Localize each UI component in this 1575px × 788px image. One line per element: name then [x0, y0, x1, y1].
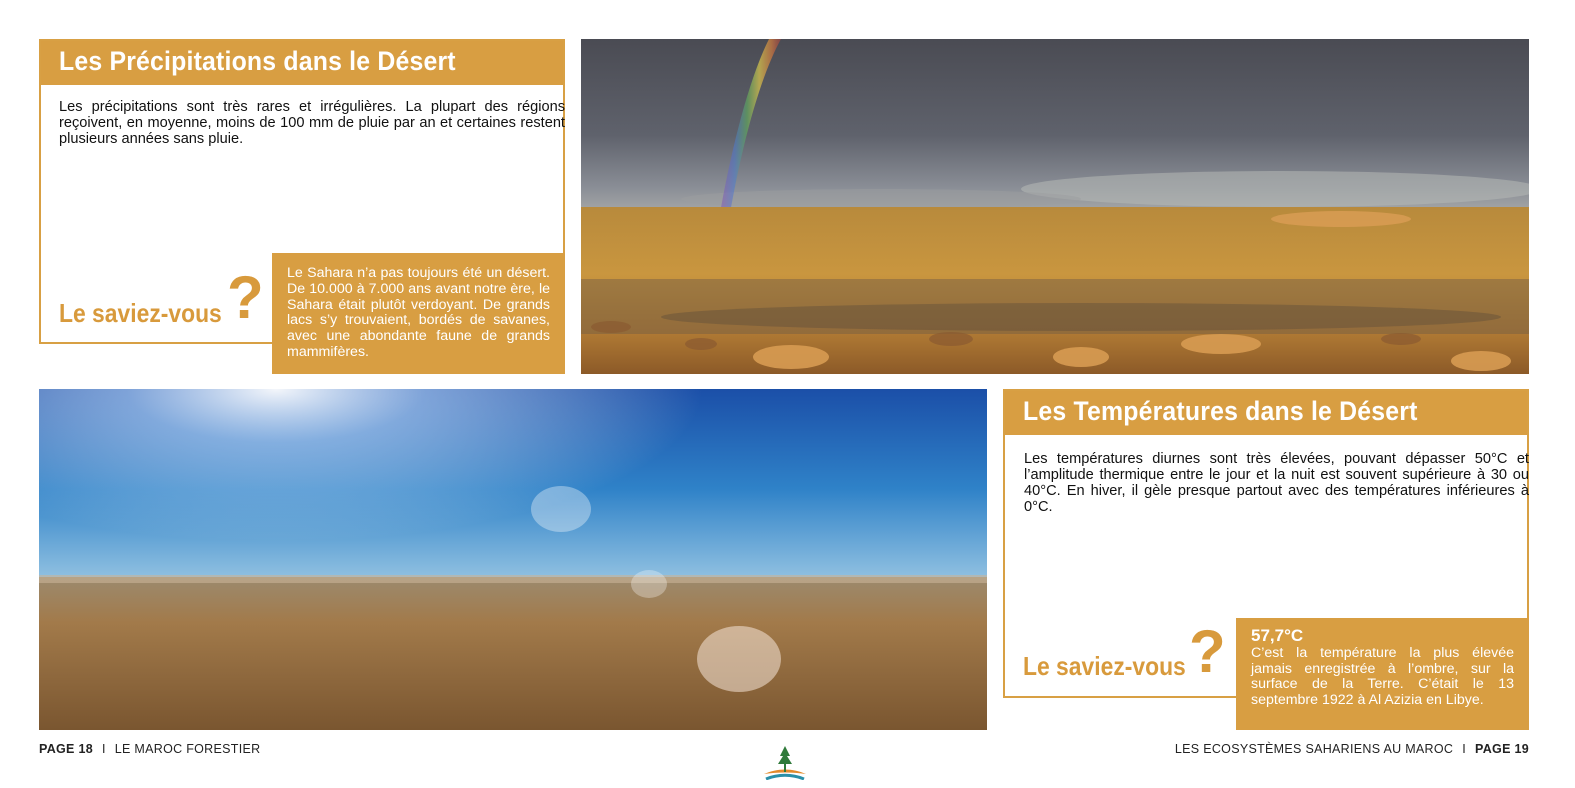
- tree-logo-icon: [760, 744, 810, 780]
- precipitation-fact-box: [272, 253, 565, 374]
- rainbow-desert-illustration: [581, 39, 1529, 374]
- temperature-fact-heading: 57,7°C: [1251, 626, 1304, 645]
- footer-left-title: LE MAROC FORESTIER: [114, 742, 261, 756]
- temperature-title-bar: [1005, 391, 1527, 435]
- temperature-question-mark: ?: [1189, 618, 1226, 685]
- temperature-body: Les températures diurnes sont très élevées, pouvant dépasser 50°C et l’amplitude thermique entre le jour et la nuit est souvent supérieure à 30 ou 40°C. En hiver, il gèle presque partout avec des températures inférieures à 0°C.: [1024, 451, 1529, 515]
- footer-right-page: PAGE 19: [1475, 742, 1529, 756]
- precipitation-fact-text: Le Sahara n’a pas toujours été un désert. De 10.000 à 7.000 ans avant notre ère, le Sahara était plutôt verdoyant. De grands lacs s’y trouvaient, bordés de savanes, avec une abondante faune de grands mammifères.: [287, 265, 550, 360]
- footer-left-divider: I: [101, 742, 106, 756]
- footer-left-page: PAGE 18: [39, 742, 93, 756]
- precipitation-title-bar: [41, 41, 563, 85]
- precipitation-saviez-label: Le saviez-vous: [59, 298, 222, 328]
- footer-right-divider: I: [1462, 742, 1467, 756]
- temperature-title: Les Températures dans le Désert: [1023, 396, 1418, 426]
- desert-sun-illustration: [39, 389, 987, 730]
- footer-right-title: LES ECOSYSTÈMES SAHARIENS AU MAROC: [1174, 742, 1454, 756]
- rainbow-desert-photo: [581, 39, 1529, 374]
- temperature-fact-text: C’est la température la plus élevée jamais enregistrée à l’ombre, sur la surface de la Terre. C’était le 13 septembre 1922 à Al Azizia en Libye.: [1251, 644, 1514, 709]
- temperature-saviez-label: Le saviez-vous: [1023, 651, 1186, 681]
- precipitation-body: Les précipitations sont très rares et irrégulières. La plupart des régions reçoivent, en moyenne, moins de 100 mm de pluie par an et certaines restent plusieurs années sans pluie.: [59, 99, 565, 147]
- temperature-fact-box: [1236, 618, 1529, 730]
- precipitation-question-mark: ?: [227, 264, 264, 331]
- precipitation-title: Les Précipitations dans le Désert: [59, 46, 456, 76]
- footer-right: [1175, 742, 1529, 756]
- desert-sun-photo: [39, 389, 987, 730]
- footer-left: [39, 742, 260, 756]
